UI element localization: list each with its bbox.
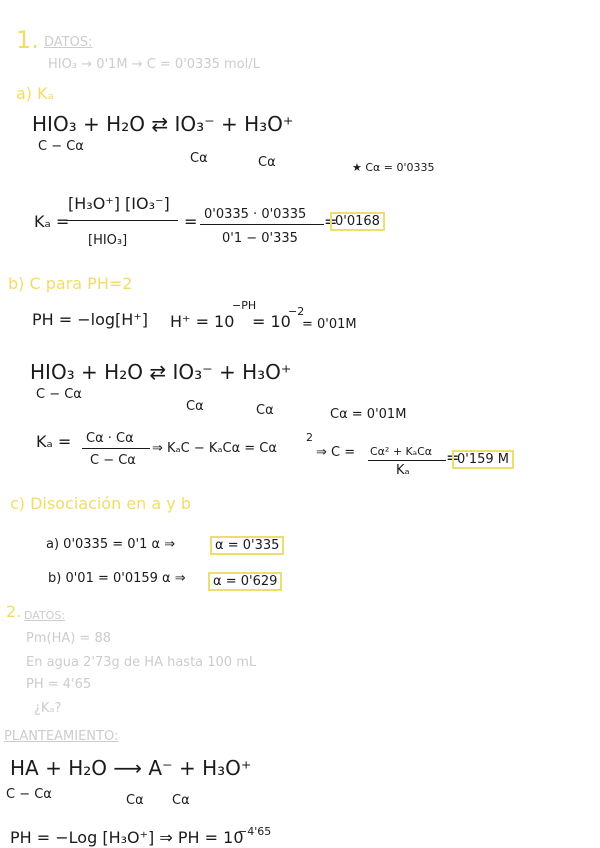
exponent: −4'65 bbox=[238, 825, 272, 838]
given-mass-volume: En agua 2'73g de HA hasta 100 mL bbox=[26, 655, 257, 670]
problem-1-number: 1. bbox=[16, 26, 39, 54]
ka-result-box: 0'0168 bbox=[330, 212, 385, 231]
product-concentration-2: Cα bbox=[258, 155, 276, 170]
ka-label-2: Kₐ = bbox=[36, 432, 72, 451]
equals-sign: = bbox=[446, 448, 460, 467]
initial-concentration-2: C − Cα bbox=[36, 387, 82, 402]
c-result-box: 0'159 M bbox=[452, 450, 514, 469]
reaction-equation-3: HA + H₂O ⟶ A⁻ + H₃O⁺ bbox=[10, 756, 252, 780]
product-concentration-1: Cα bbox=[126, 793, 144, 808]
product-concentration-1: Cα bbox=[186, 399, 204, 414]
equals-sign: = bbox=[324, 212, 338, 231]
kb-denominator-2: Kₐ bbox=[396, 463, 410, 478]
kb-numerator-2: Cα² + KₐCα bbox=[370, 445, 433, 458]
reaction-equation-2: HIO₃ + H₂O ⇄ IO₃⁻ + H₃O⁺ bbox=[30, 360, 292, 384]
part-a-label: a) Kₐ bbox=[16, 84, 54, 103]
h-concentration-result: = 0'01M bbox=[302, 317, 357, 332]
given-ph: PH = 4'65 bbox=[26, 677, 92, 692]
ka-label: Kₐ = bbox=[34, 212, 70, 231]
initial-concentration-3: C − Cα bbox=[6, 787, 52, 802]
problem-2-number: 2. bbox=[6, 602, 22, 621]
ka-denominator: [HIO₃] bbox=[88, 233, 128, 248]
alpha-a-result-box: α = 0'335 bbox=[210, 536, 284, 555]
h-concentration-step: = 10 bbox=[252, 312, 291, 331]
product-concentration-1: Cα bbox=[190, 151, 208, 166]
alpha-b-result-box: α = 0'629 bbox=[208, 572, 282, 591]
exponent: −2 bbox=[288, 305, 305, 318]
datos-heading-2: DATOS: bbox=[24, 609, 66, 622]
fraction-bar bbox=[368, 460, 446, 461]
equals-sign: = bbox=[184, 212, 198, 231]
kb-numerator: Cα · Cα bbox=[86, 431, 134, 446]
product-concentration-2: Cα bbox=[172, 793, 190, 808]
ph-definition: PH = −log[H⁺] bbox=[32, 310, 149, 329]
h-concentration: H⁺ = 10 bbox=[170, 312, 235, 331]
given-molar-mass: Pm(HA) = 88 bbox=[26, 631, 112, 646]
fraction-bar bbox=[200, 224, 324, 225]
kb-derivation: ⇒ KₐC − KₐCα = Cα bbox=[152, 441, 277, 456]
fraction-bar bbox=[82, 448, 150, 449]
initial-concentration: C − Cα bbox=[38, 139, 84, 154]
dissociation-b: b) 0'01 = 0'0159 α ⇒ bbox=[48, 571, 186, 586]
alpha-note-2: Cα = 0'01M bbox=[330, 407, 407, 422]
ph-equation: PH = −Log [H₃O⁺] ⇒ PH = 10 bbox=[10, 828, 244, 847]
question-ka: ¿Kₐ? bbox=[34, 701, 62, 716]
kb-denominator: C − Cα bbox=[90, 453, 136, 468]
c-equals: ⇒ C = bbox=[316, 445, 356, 460]
dissociation-a: a) 0'0335 = 0'1 α ⇒ bbox=[46, 537, 176, 552]
exponent: −PH bbox=[232, 299, 257, 312]
alpha-note: ★ Cα = 0'0335 bbox=[352, 161, 435, 174]
product-concentration-2: Cα bbox=[256, 403, 274, 418]
planteamiento-heading: PLANTEAMIENTO: bbox=[4, 729, 119, 744]
ka-numerator: [H₃O⁺] [IO₃⁻] bbox=[68, 194, 170, 213]
ka-numerator-values: 0'0335 · 0'0335 bbox=[204, 207, 307, 222]
given-data: HIO₃ → 0'1M → C = 0'0335 mol/L bbox=[48, 57, 260, 72]
exponent: 2 bbox=[306, 431, 313, 444]
part-c-label: c) Disociación en a y b bbox=[10, 494, 191, 513]
ka-denominator-values: 0'1 − 0'335 bbox=[222, 231, 298, 246]
datos-heading: DATOS: bbox=[44, 35, 93, 50]
fraction-bar bbox=[66, 220, 178, 221]
reaction-equation: HIO₃ + H₂O ⇄ IO₃⁻ + H₃O⁺ bbox=[32, 112, 294, 136]
part-b-label: b) C para PH=2 bbox=[8, 274, 133, 293]
